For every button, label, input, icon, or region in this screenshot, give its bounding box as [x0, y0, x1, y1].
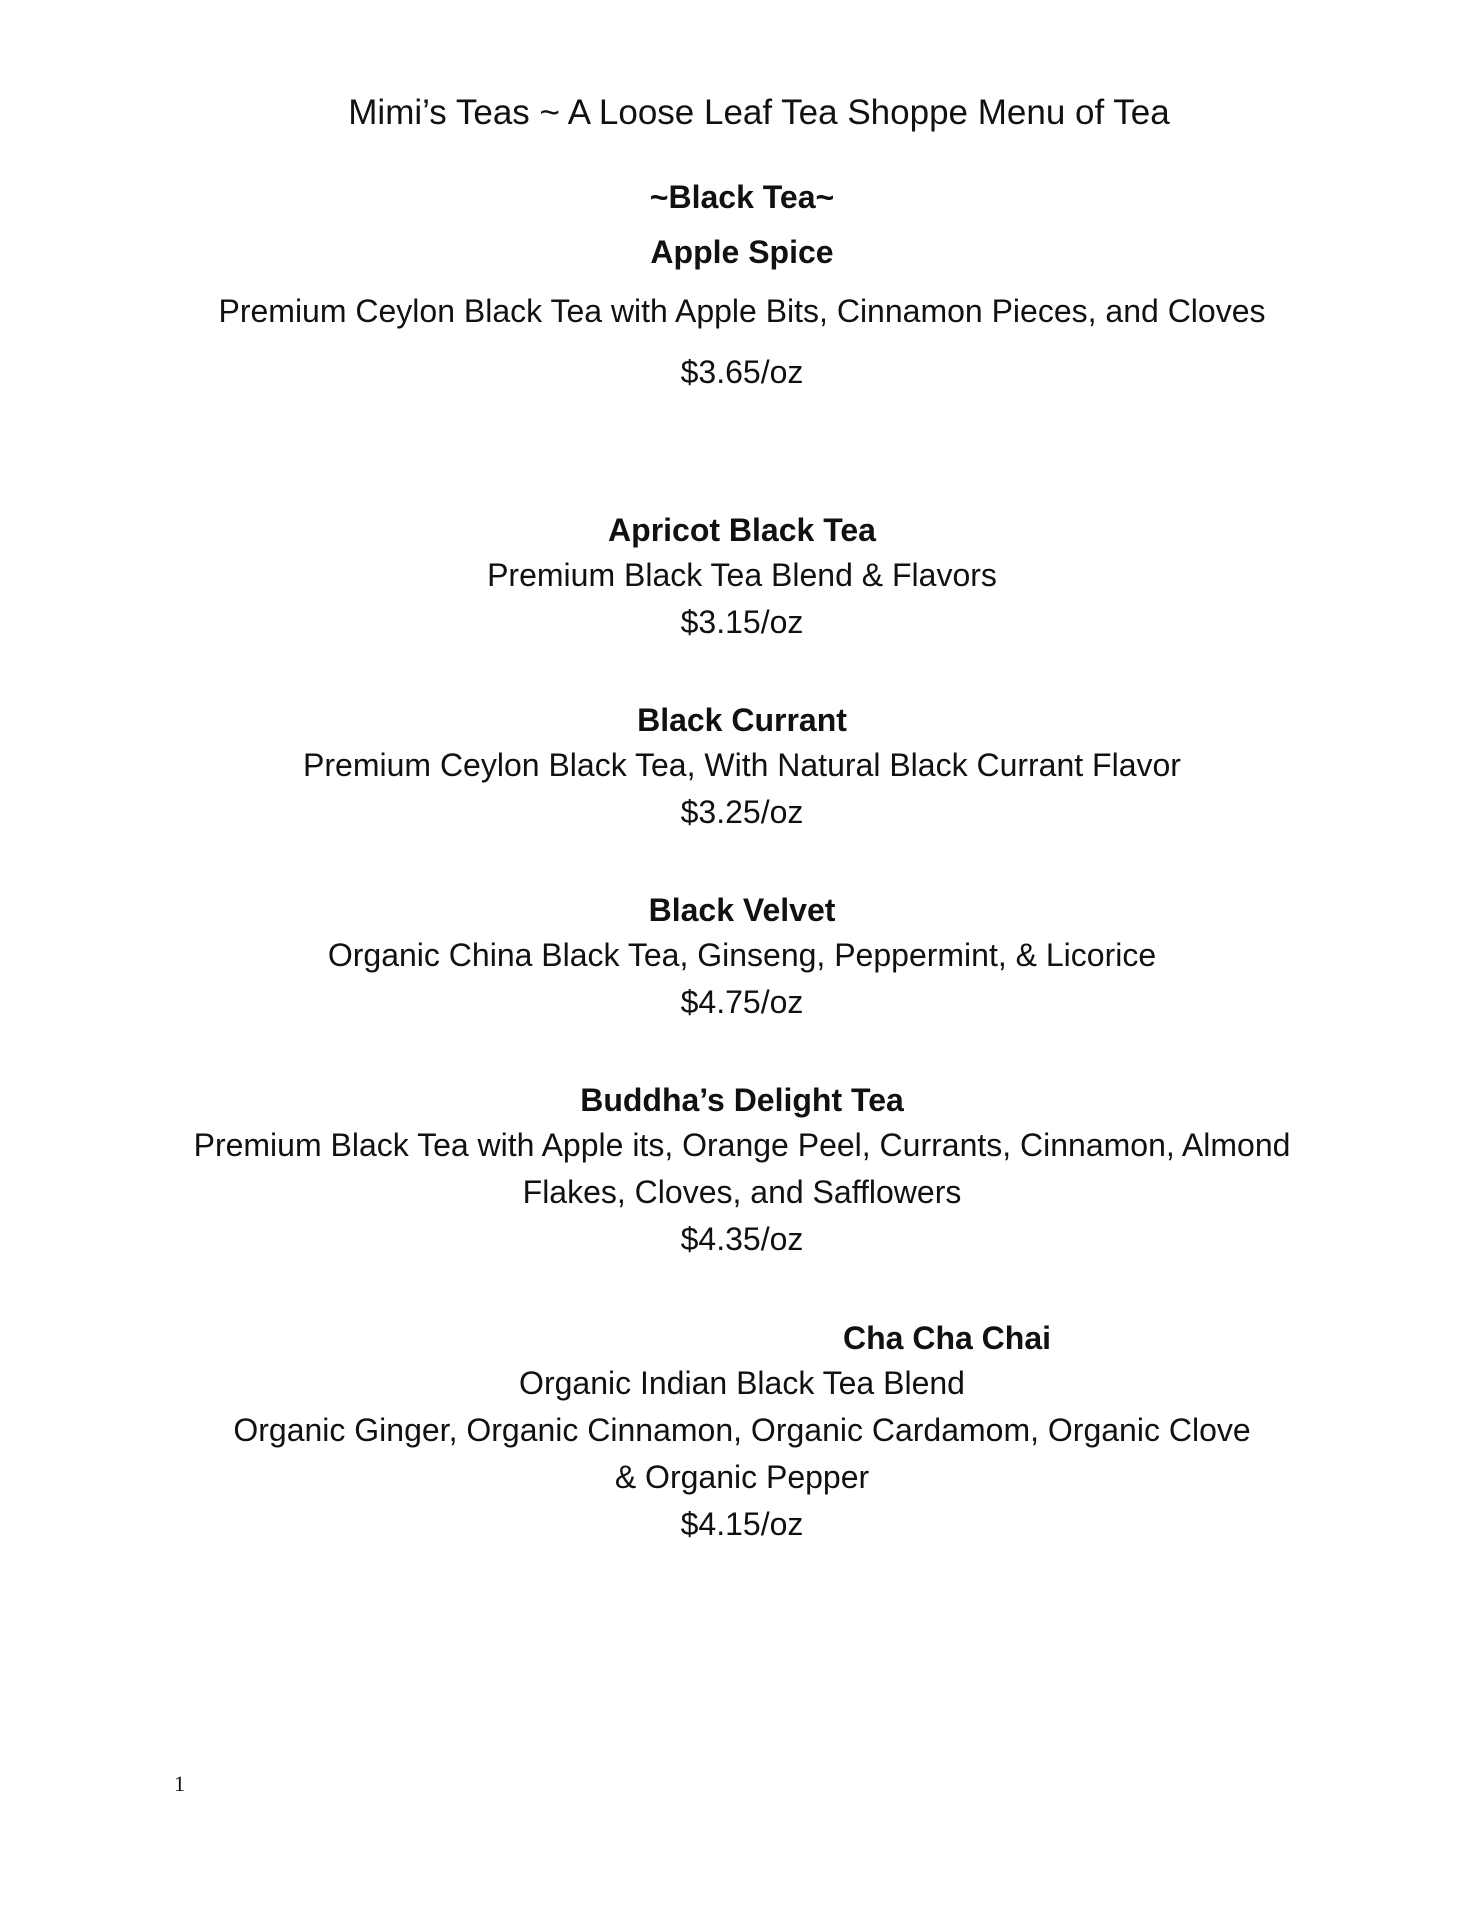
menu-item-cha-cha-chai: [0, 1316, 1484, 1548]
menu-item-apricot-black-tea: [0, 508, 1484, 646]
item-description: Premium Black Tea Blend & Flavors: [487, 557, 997, 593]
menu-item-black-velvet: [0, 888, 1484, 1026]
page-number: 1: [174, 1771, 185, 1796]
menu-item-apple-spice: [0, 230, 1484, 396]
section-heading-black-tea: ~Black Tea~: [649, 179, 835, 215]
item-name: Black Velvet: [648, 892, 836, 928]
item-description: Premium Ceylon Black Tea, With Natural Black Currant Flavor: [303, 747, 1181, 783]
item-price: $3.25/oz: [680, 794, 804, 830]
item-price: $3.15/oz: [680, 604, 804, 640]
item-description: Organic Indian Black Tea Blend: [519, 1365, 965, 1401]
item-price: $4.75/oz: [680, 984, 804, 1020]
item-description: Premium Ceylon Black Tea with Apple Bits, Cinnamon Pieces, and Cloves: [218, 293, 1266, 329]
item-price: $4.15/oz: [680, 1506, 804, 1542]
item-name: Apple Spice: [650, 234, 834, 270]
item-description: Premium Black Tea with Apple its, Orange Peel, Currants, Cinnamon, Almond Flakes, Cloves, and Safflowers: [193, 1127, 1291, 1210]
item-description: Organic China Black Tea, Ginseng, Peppermint, & Licorice: [327, 937, 1157, 973]
item-name: Buddha’s Delight Tea: [580, 1082, 904, 1118]
item-price: $3.65/oz: [680, 354, 804, 390]
item-description-ingredients: Organic Ginger, Organic Cinnamon, Organic Cardamom, Organic Clove & Organic Pepper: [233, 1412, 1251, 1495]
item-name: Apricot Black Tea: [608, 512, 876, 548]
menu-item-buddhas-delight-tea: [0, 1078, 1484, 1263]
item-name: Black Currant: [637, 702, 847, 738]
item-name: Cha Cha Chai: [842, 1320, 1052, 1356]
document-title: Mimi’s Teas ~ A Loose Leaf Tea Shoppe Menu of Tea: [348, 93, 1170, 132]
item-price: $4.35/oz: [680, 1221, 804, 1257]
menu-item-black-currant: [0, 698, 1484, 836]
